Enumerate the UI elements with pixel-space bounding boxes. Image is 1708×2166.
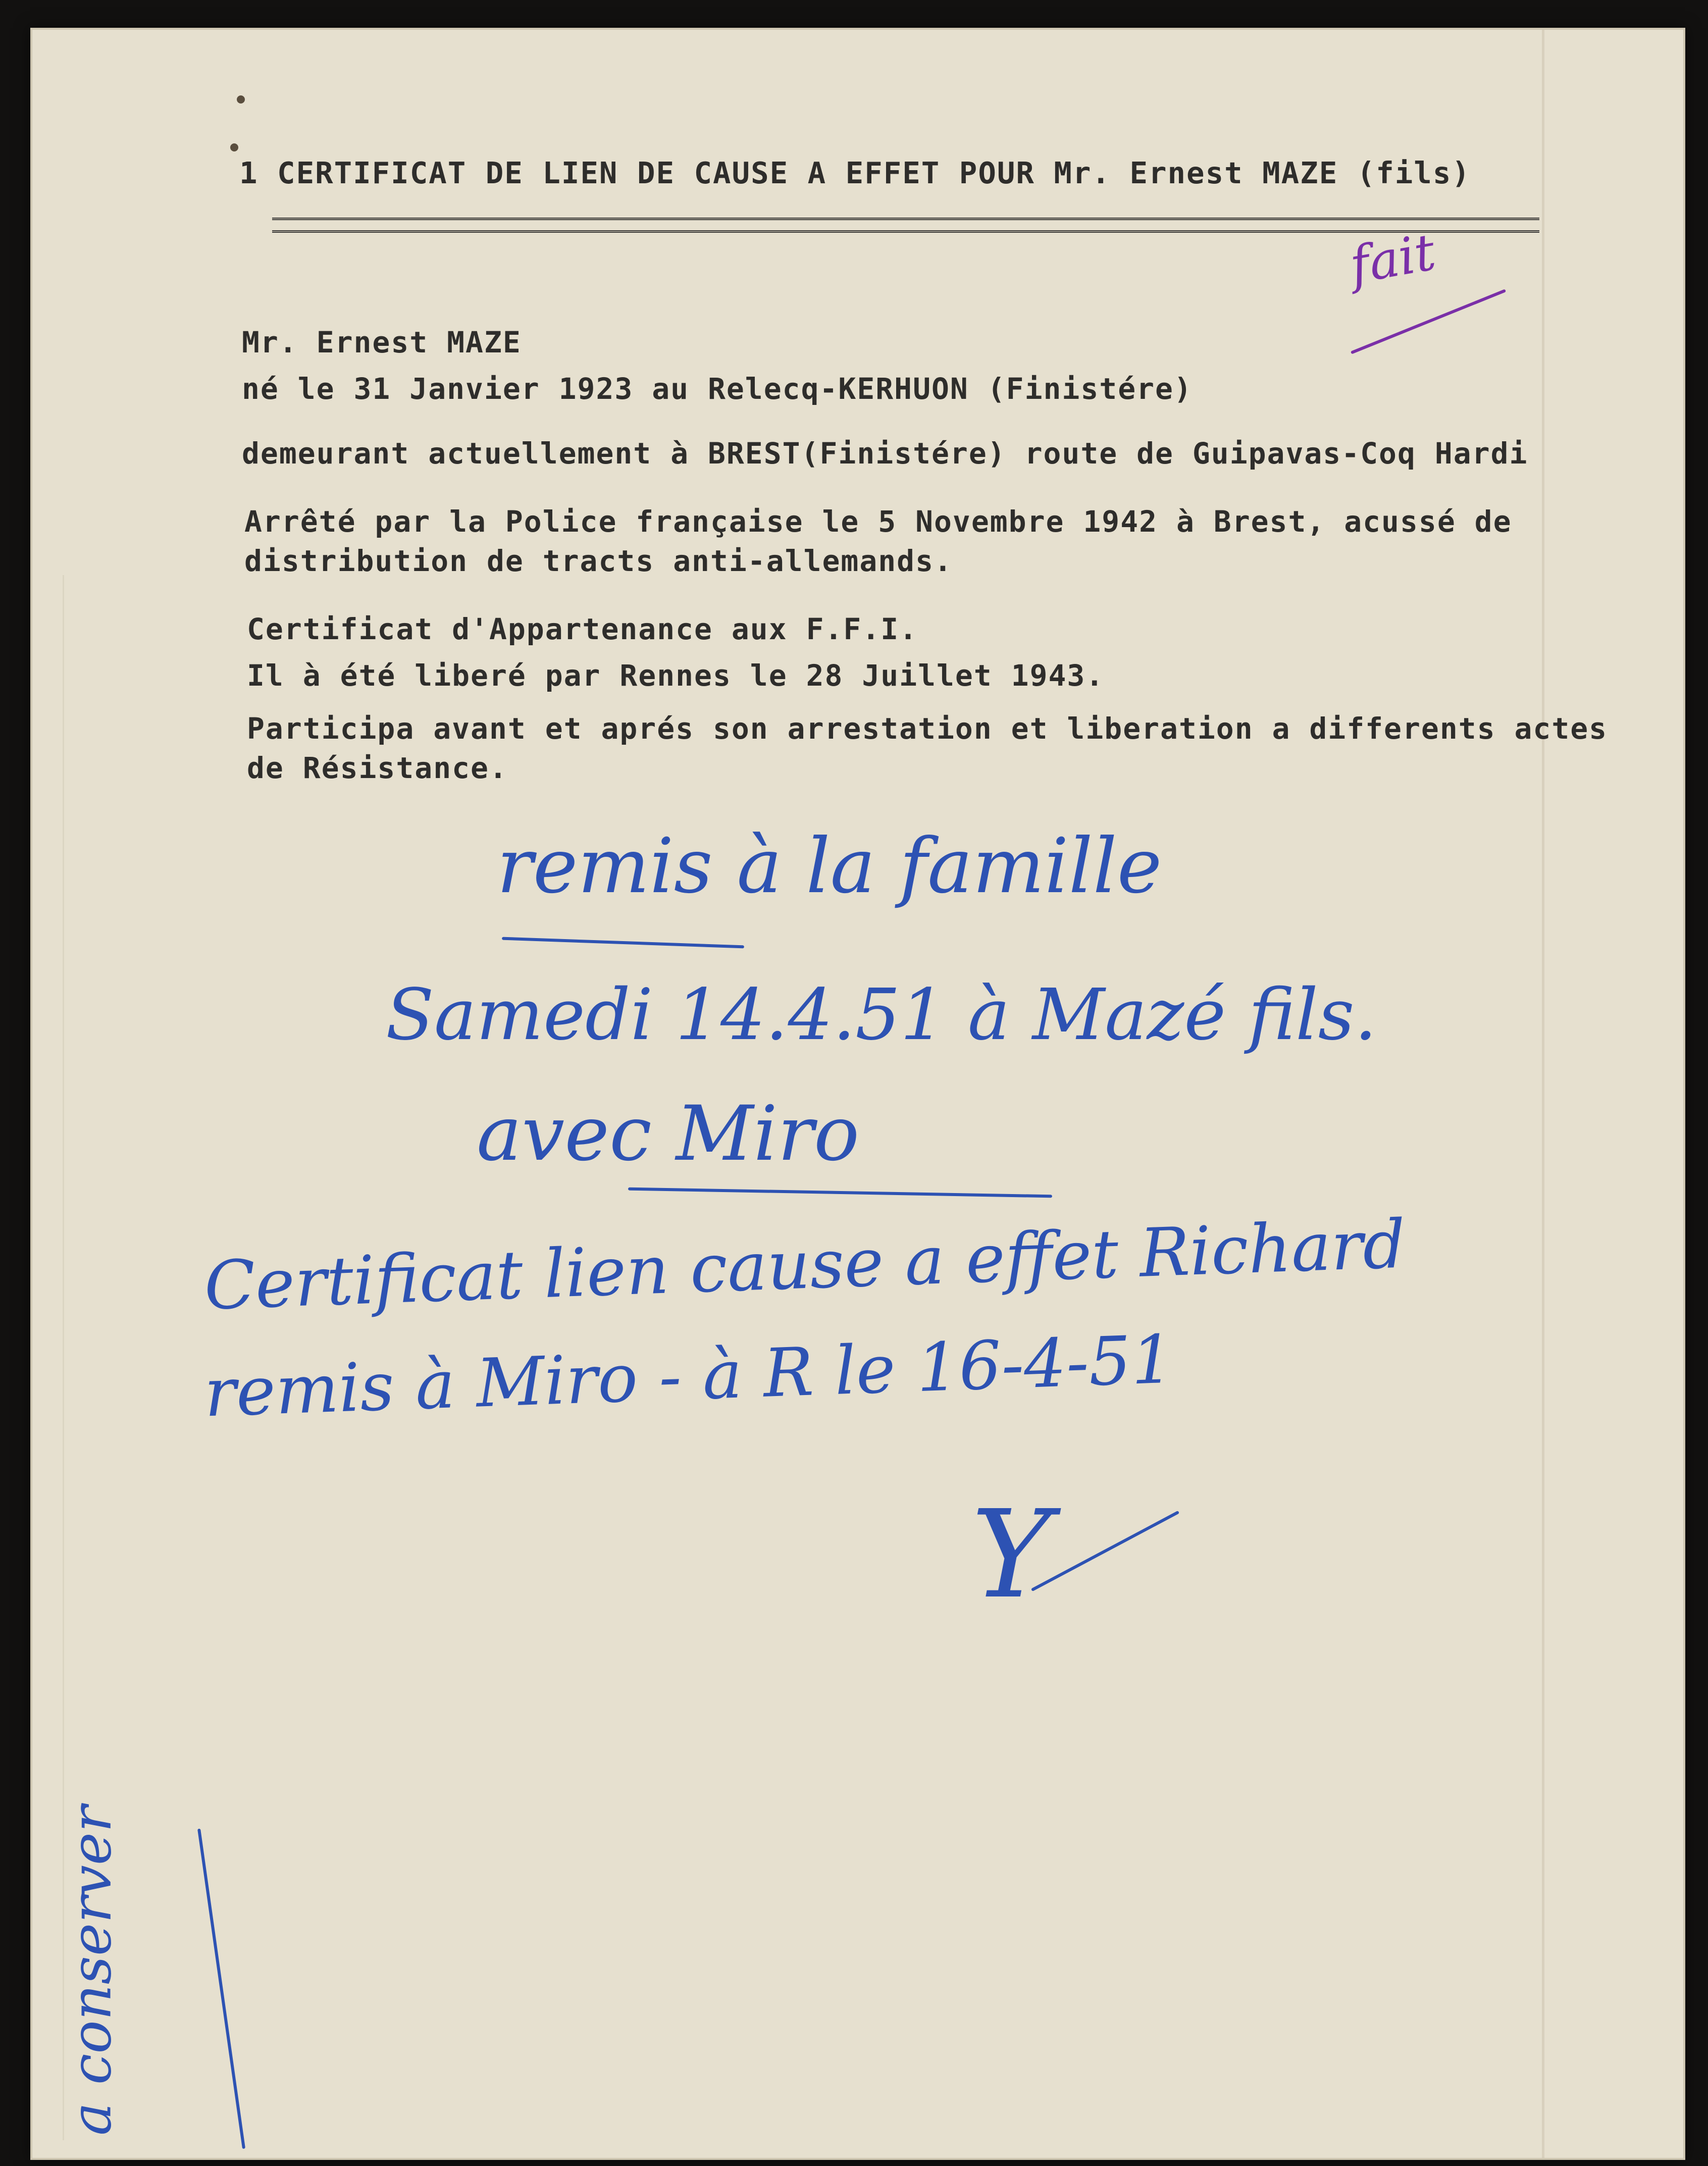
document-heading: 1 CERTIFICAT DE LIEN DE CAUSE A EFFET POUR Mr. Ernest MAZE (fils) xyxy=(239,156,1471,190)
typed-line-birth: né le 31 Janvier 1923 au Relecq-KERHUON (Finistére) xyxy=(242,372,1193,406)
margin-note-line xyxy=(197,1829,245,2149)
handwritten-remis-miro: remis à Miro - à R le 16-4-51 xyxy=(202,1320,1175,1432)
handwritten-underline xyxy=(628,1188,1052,1198)
document-page xyxy=(30,28,1685,2160)
typed-line-resistance: Participa avant et aprés son arrestation et liberation a differents actes xyxy=(247,711,1608,746)
typed-line-arrest-cont: distribution de tracts anti-allemands. xyxy=(244,544,953,578)
handwritten-certificat-richard: Certificat lien cause a effet Richard xyxy=(203,1205,1407,1325)
typed-line-name: Mr. Ernest MAZE xyxy=(242,325,522,359)
typed-line-ffi: Certificat d'Appartenance aux F.F.I. xyxy=(247,612,918,646)
staple-hole xyxy=(237,95,245,104)
typed-line-liberation: Il à été liberé par Rennes le 28 Juillet 1943. xyxy=(247,658,1105,693)
handwritten-samedi-date: Samedi 14.4.51 à Mazé fils. xyxy=(386,974,1377,1056)
initials-flourish xyxy=(1031,1511,1179,1591)
heading-double-rule xyxy=(272,218,1539,233)
fait-note: fait xyxy=(1345,222,1440,295)
handwritten-remis-famille: remis à la famille xyxy=(497,822,1162,910)
margin-note-a-conserver: a conserver xyxy=(59,1806,124,2136)
typed-line-address: demeurant actuellement à BREST(Finistére) route de Guipavas-Coq Hardi xyxy=(242,436,1528,471)
handwritten-initials: Y xyxy=(971,1484,1052,1625)
typed-line-arrest: Arrêté par la Police française le 5 Novembre 1942 à Brest, acussé de xyxy=(244,504,1512,539)
fait-underline xyxy=(1351,289,1506,354)
handwritten-underline xyxy=(502,937,744,949)
typed-line-resistance-cont: de Résistance. xyxy=(247,751,508,785)
staple-hole xyxy=(230,143,238,151)
page-fold-line xyxy=(1542,30,1544,2158)
handwritten-avec-miro: avec Miro xyxy=(477,1090,860,1178)
